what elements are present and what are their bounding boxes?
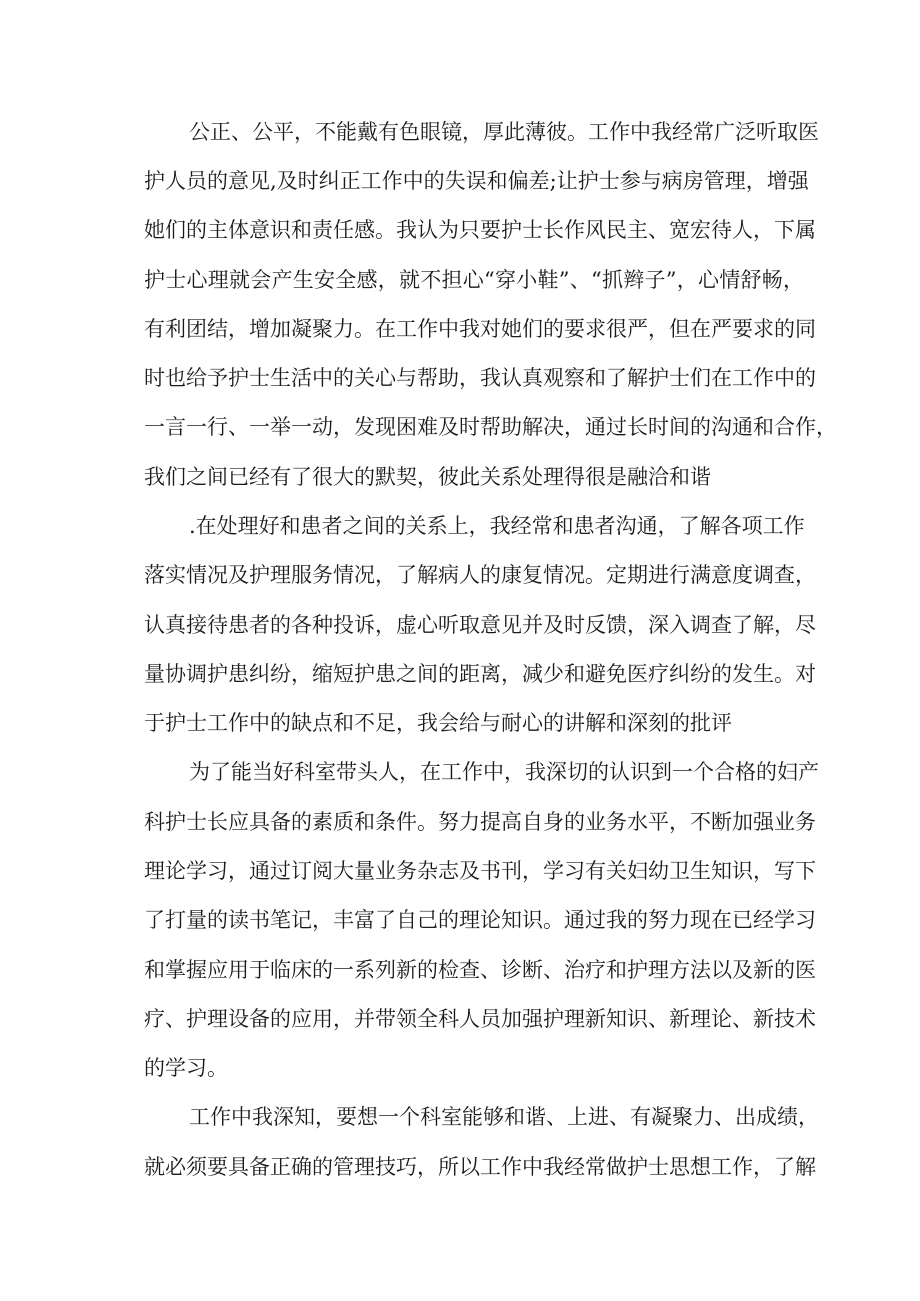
text-line: 工作中我深知，要想一个科室能够和谐、上进、有凝聚力、出成绩， — [189, 1105, 819, 1129]
text-line: 为了能当好科室带头人，在工作中，我深切的认识到一个合格的妇产 — [189, 760, 819, 784]
text-line: 和掌握应用于临床的一系列新的检查、诊断、治疗和护理方法以及新的医 — [144, 958, 816, 982]
text-line: 理论学习，通过订阅大量业务杂志及书刊，学习有关妇幼卫生知识，写下 — [144, 859, 816, 883]
text-line: 了打量的读书笔记，丰富了自己的理论知识。通过我的努力现在已经学习 — [144, 908, 816, 932]
text-line: 公正、公平，不能戴有色眼镜，厚此薄彼。工作中我经常广泛听取医 — [189, 120, 819, 144]
text-line: 认真接待患者的各种投诉，虚心听取意见并及时反馈，深入调查了解，尽 — [144, 613, 816, 637]
text-line: 她们的主体意识和责任感。我认为只要护士长作风民主、宽宏待人，下属 — [144, 218, 816, 242]
text-line: 有利团结，增加凝聚力。在工作中我对她们的要求很严，但在严要求的同 — [144, 317, 816, 341]
text-line: 落实情况及护理服务情况，了解病人的康复情况。定期进行满意度调查， — [144, 563, 816, 587]
text-line: .在处理好和患者之间的关系上，我经常和患者沟通，了解各项工作 — [189, 514, 805, 538]
text-line: 于护士工作中的缺点和不足，我会给与耐心的讲解和深刻的批评 — [144, 711, 732, 735]
text-line: 我们之间已经有了很大的默契，彼此关系处理得很是融洽和谐 — [144, 465, 711, 489]
text-line: 一言一行、一举一动，发现困难及时帮助解决，通过长时间的沟通和合作， — [144, 415, 837, 439]
text-line: 疗、护理设备的应用，并带领全科人员加强护理新知识、新理论、新技术 — [144, 1007, 816, 1031]
text-line: 就必须要具备正确的管理技巧，所以工作中我经常做护士思想工作，了解 — [144, 1155, 816, 1179]
text-line: 的学习。 — [144, 1056, 228, 1080]
text-line: 时也给予护士生活中的关心与帮助，我认真观察和了解护士们在工作中的 — [144, 366, 816, 390]
text-line: 护人员的意见,及时纠正工作中的失误和偏差;让护士参与病房管理，增强 — [144, 169, 809, 193]
text-line: 量协调护患纠纷，缩短护患之间的距离，减少和避免医疗纠纷的发生。对 — [144, 662, 816, 686]
text-line: 科护士长应具备的素质和条件。努力提高自身的业务水平，不断加强业务 — [144, 810, 816, 834]
text-line: 护士心理就会产生安全感，就不担心“穿小鞋”、“抓辫子”，心情舒畅， — [144, 268, 804, 292]
